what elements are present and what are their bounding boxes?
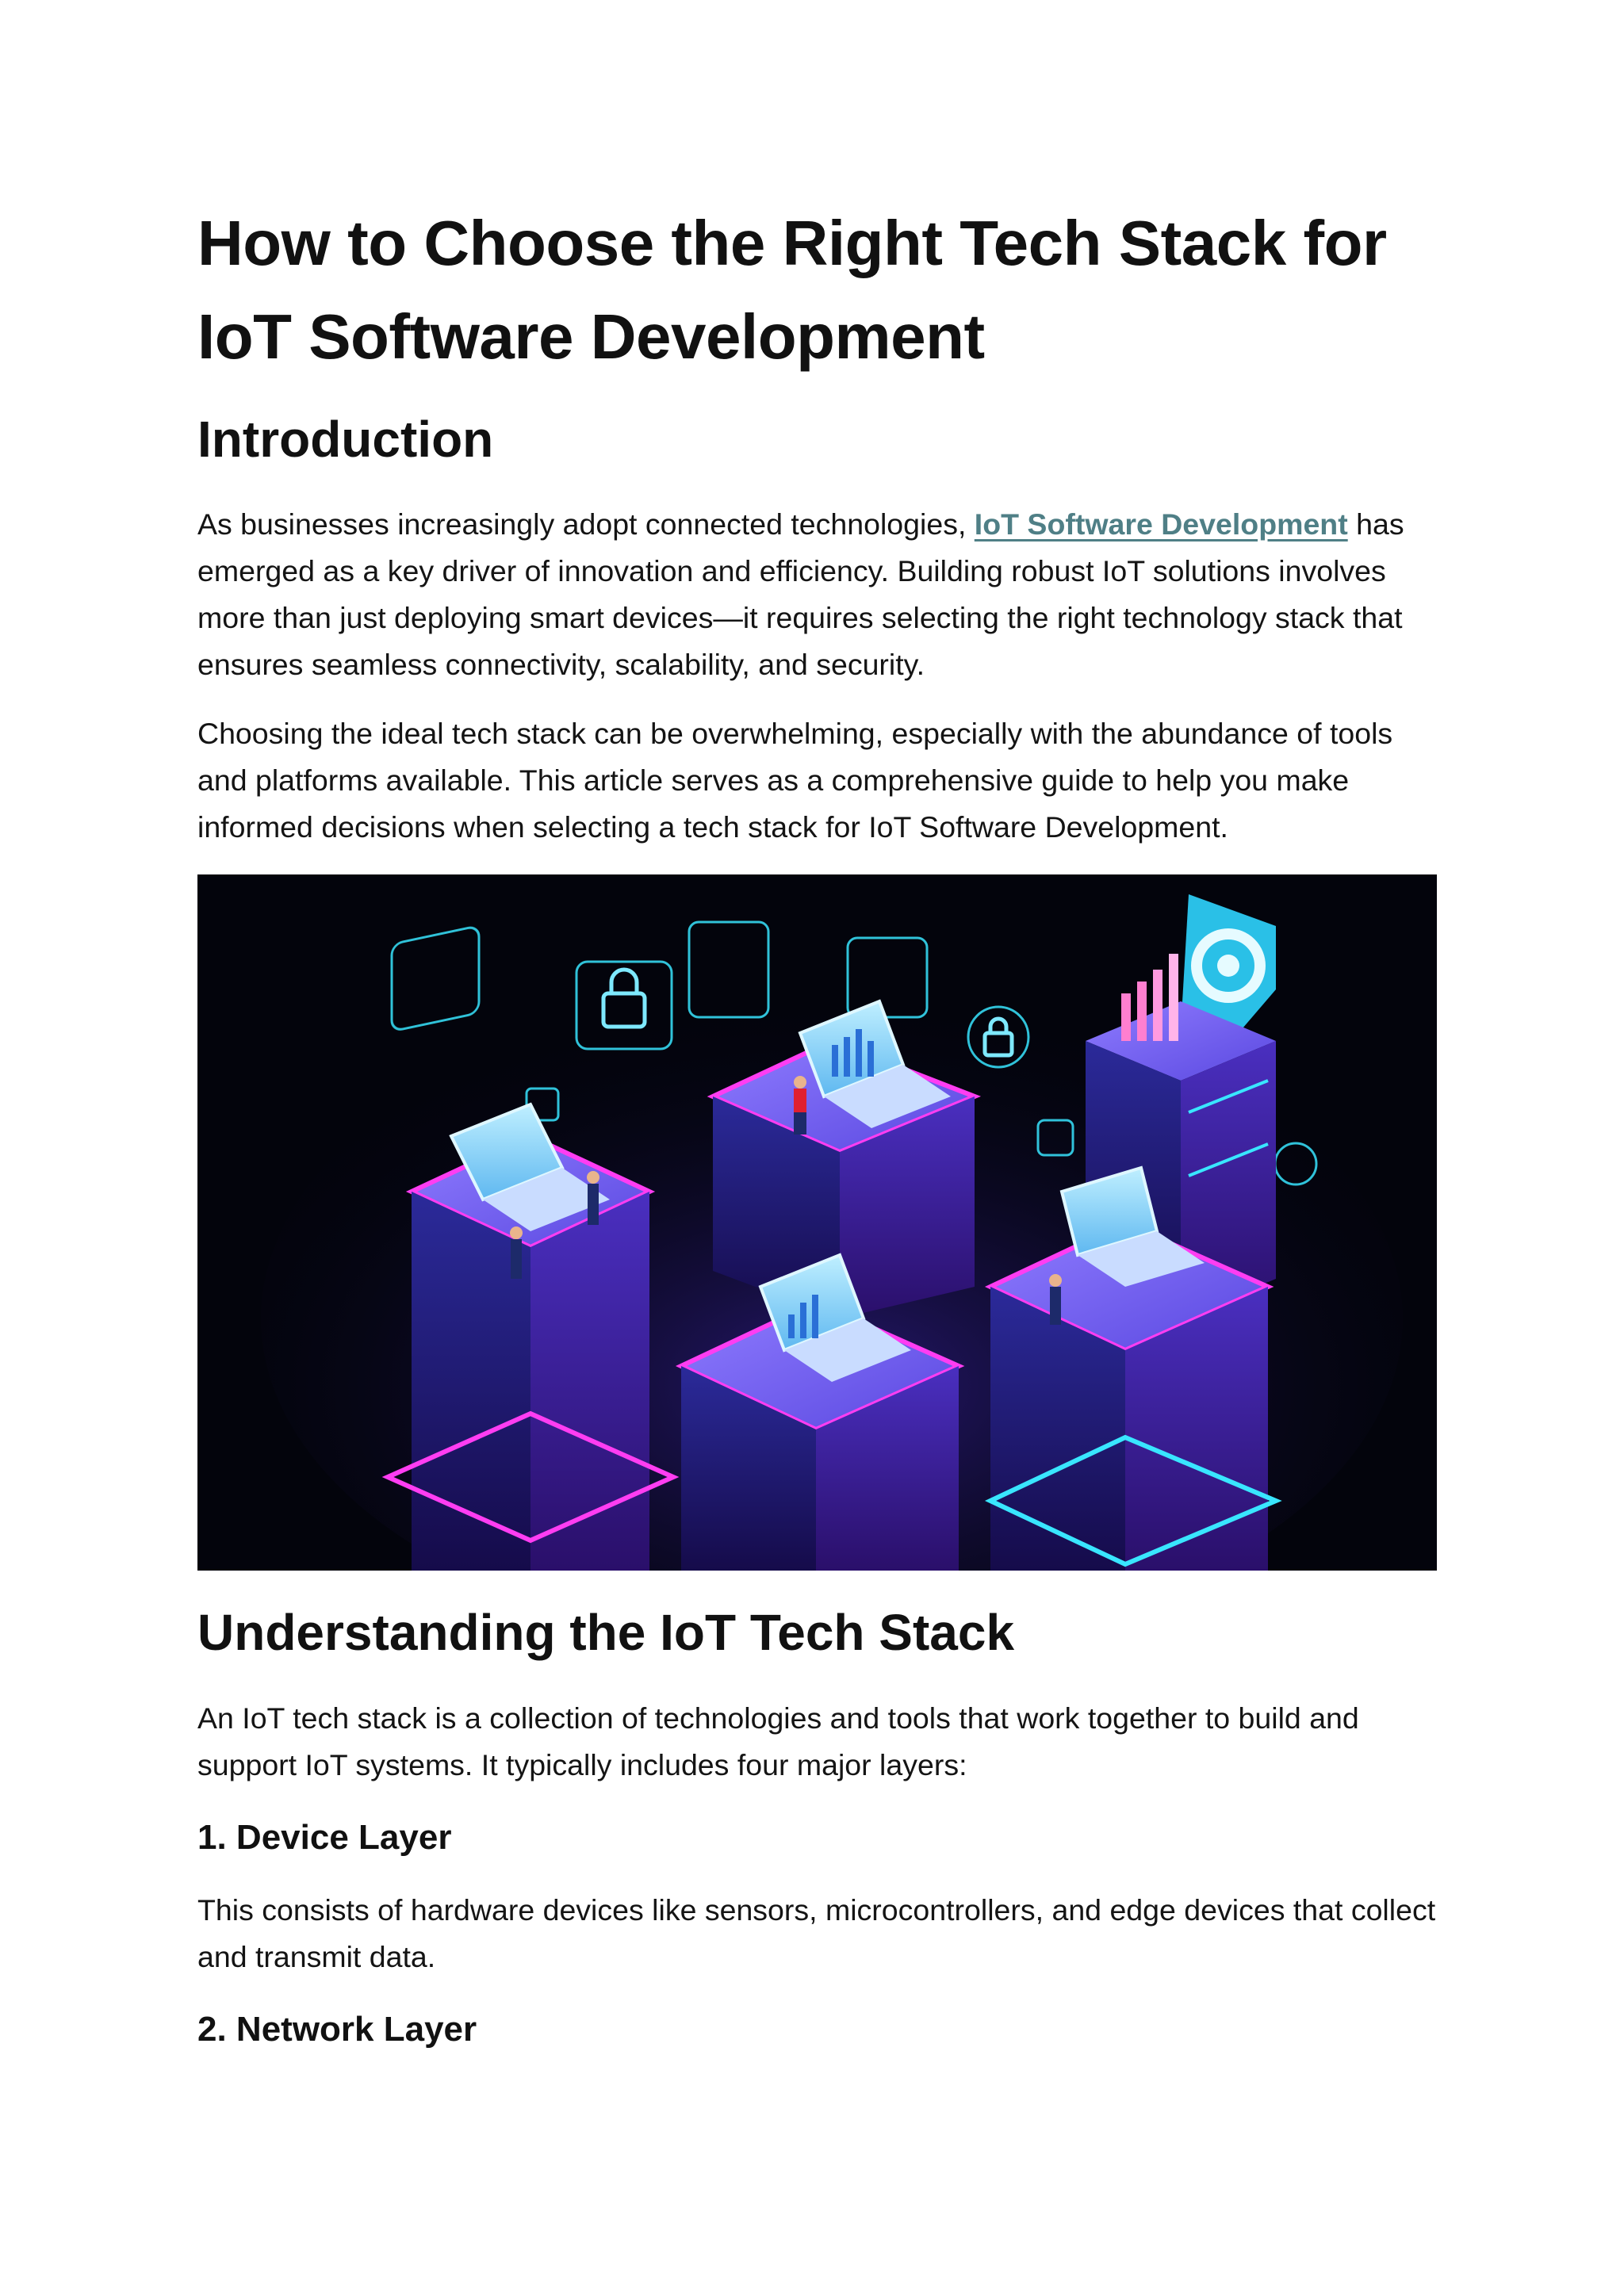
- page-title: How to Choose the Right Tech Stack for IoT Software Development: [197, 208, 1387, 372]
- intro-paragraph-2: Choosing the ideal tech stack can be overwhelming, especially with the abundance of tools and platforms available. This article serves as a comprehensive guide to help you make informed decisions when selecting a tech stack for IoT Software Development.: [197, 717, 1393, 844]
- subheading-device-layer: 1. Device Layer: [197, 1818, 452, 1857]
- subheading-network-layer: 2. Network Layer: [197, 2010, 477, 2049]
- intro-text-after-link: has emerged as a key driver of innovation and efficiency. Building robust IoT solutions involves more than just deploying smart devices—it requires selecting the right technology stack that ensures seamless connectivity, scalability, and security.: [197, 507, 1404, 681]
- iot-isometric-illustration: [197, 874, 1437, 1571]
- intro-text-before-link: As businesses increasingly adopt connected technologies,: [197, 507, 975, 541]
- iot-software-development-link[interactable]: IoT Software Development: [974, 507, 1348, 541]
- understanding-paragraph: An IoT tech stack is a collection of technologies and tools that work together to build and support IoT systems. It typically includes four major layers:: [197, 1701, 1359, 1781]
- section-heading-understanding: Understanding the IoT Tech Stack: [197, 1604, 1015, 1661]
- intro-paragraph-1: [197, 501, 1437, 688]
- hero-illustration: [197, 874, 1437, 1571]
- section-heading-introduction: Introduction: [197, 411, 494, 468]
- device-layer-paragraph: This consists of hardware devices like sensors, microcontrollers, and edge devices that collect and transmit data.: [197, 1893, 1436, 1973]
